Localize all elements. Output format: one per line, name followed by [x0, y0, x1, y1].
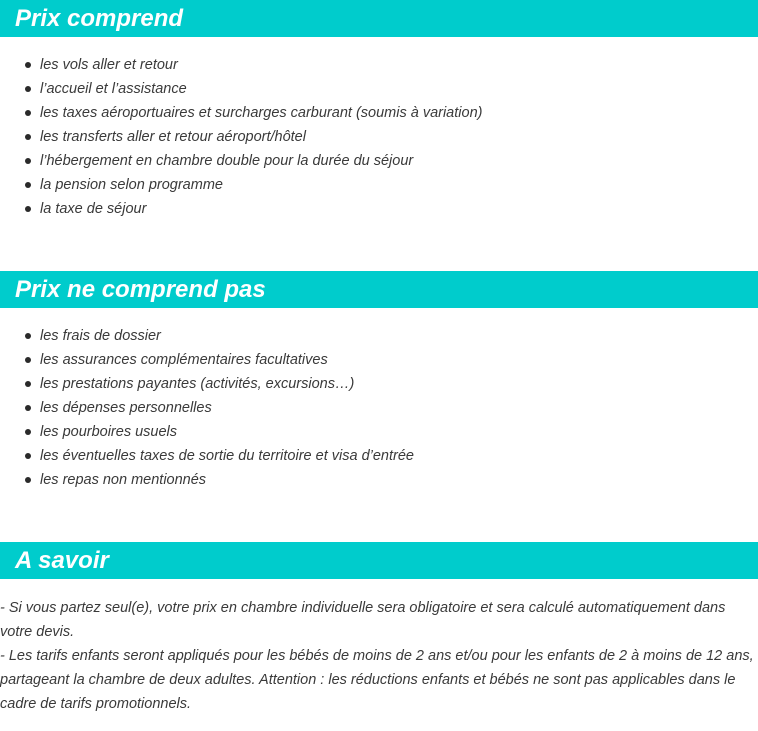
list-item — [0, 324, 758, 348]
list-item — [0, 125, 758, 149]
list-item-text: l’accueil et l’assistance — [40, 81, 187, 97]
list-item-text: les assurances complémentaires facultatives — [40, 352, 328, 368]
bullet-icon — [25, 134, 31, 140]
info-paragraph: - Si vous partez seul(e), votre prix en chambre individuelle sera obligatoire et sera calculé automatiquement dans votre devis. — [0, 600, 726, 640]
list-item-text: les repas non mentionnés — [40, 472, 207, 488]
list-item — [0, 101, 758, 125]
list-item-text: les taxes aéroportuaires et surcharges carburant (soumis à variation) — [40, 105, 483, 121]
list-item — [0, 149, 758, 173]
list-item-text: la taxe de séjour — [40, 201, 147, 217]
bullet-icon — [25, 86, 31, 92]
list-item-text: les dépenses personnelles — [40, 400, 212, 416]
bullet-icon — [25, 206, 31, 212]
list-item — [0, 197, 758, 221]
list-item — [0, 372, 758, 396]
list-item-text: les prestations payantes (activités, excursions…) — [40, 376, 355, 392]
excluded-list — [0, 324, 758, 492]
list-item-text: les frais de dossier — [40, 328, 161, 344]
bullet-icon — [25, 477, 31, 483]
included-list — [0, 53, 758, 221]
bullet-icon — [25, 158, 31, 164]
list-item-text: les éventuelles taxes de sortie du territoire et visa d’entrée — [40, 448, 414, 464]
info-notes — [0, 596, 754, 716]
bullet-icon — [25, 182, 31, 188]
list-item — [0, 468, 758, 492]
info-section-title: A savoir — [15, 547, 109, 574]
included-section-title: Prix comprend — [15, 5, 184, 32]
list-item — [0, 348, 758, 372]
bullet-icon — [25, 333, 31, 339]
excluded-section-title: Prix ne comprend pas — [15, 276, 266, 303]
list-item — [0, 396, 758, 420]
list-item-text: les transferts aller et retour aéroport/hôtel — [40, 129, 306, 145]
bullet-icon — [25, 381, 31, 387]
list-item — [0, 444, 758, 468]
info-section-header — [0, 542, 758, 579]
list-item-text: les vols aller et retour — [40, 57, 178, 73]
bullet-icon — [25, 429, 31, 435]
bullet-icon — [25, 110, 31, 116]
excluded-section-header — [0, 271, 758, 308]
list-item — [0, 420, 758, 444]
included-section-header — [0, 0, 758, 37]
list-item-text: les pourboires usuels — [40, 424, 178, 440]
list-item-text: l’hébergement en chambre double pour la durée du séjour — [40, 153, 414, 169]
bullet-icon — [25, 357, 31, 363]
bullet-icon — [25, 62, 31, 68]
list-item — [0, 77, 758, 101]
list-item — [0, 53, 758, 77]
bullet-icon — [25, 405, 31, 411]
info-paragraph: - Les tarifs enfants seront appliqués pour les bébés de moins de 2 ans et/ou pour les enfants de 2 à moins de 12 ans, partageant la chambre de deux adultes. Attention : les réductions enfants et bébés ne sont pas applicables dans le cadre de tarifs promotionnels. — [0, 648, 754, 712]
bullet-icon — [25, 453, 31, 459]
list-item — [0, 173, 758, 197]
list-item-text: la pension selon programme — [40, 177, 223, 193]
